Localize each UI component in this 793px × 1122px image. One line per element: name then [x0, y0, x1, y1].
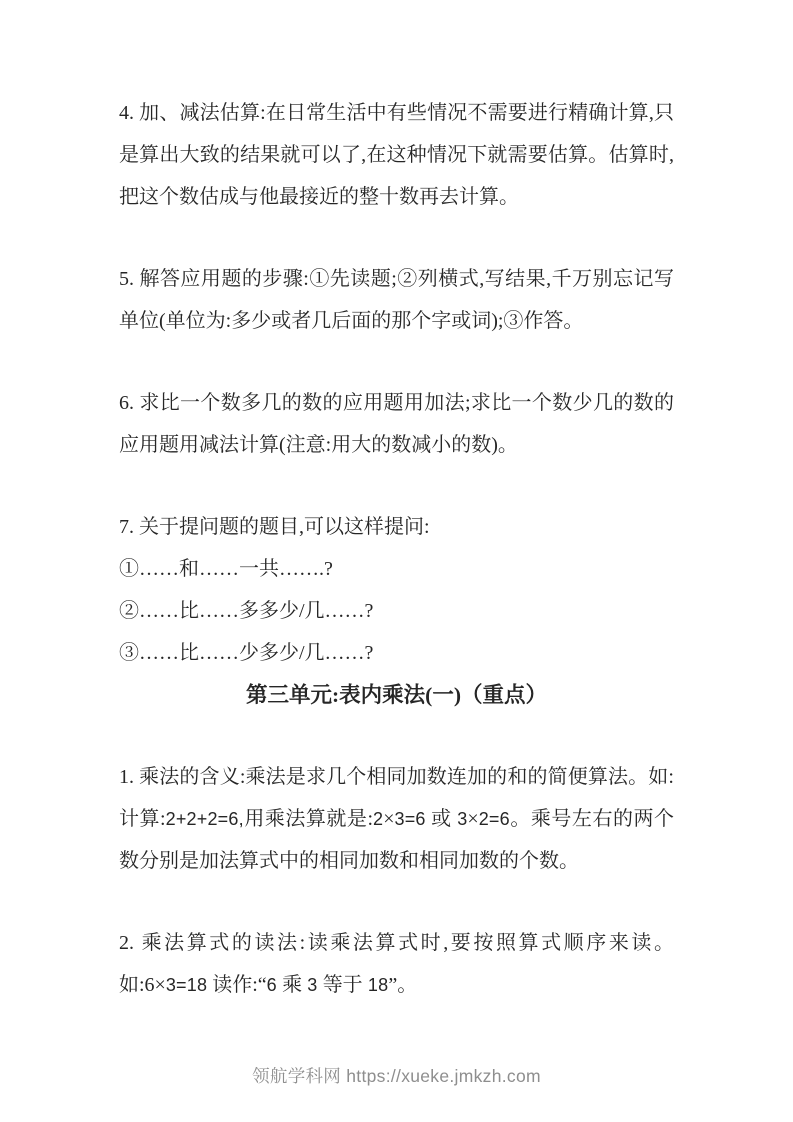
paragraph	[119, 382, 674, 466]
body-text: 或	[425, 808, 458, 830]
body-text: 7. 关于提问题的题目,可以这样提问:	[119, 516, 430, 538]
formula-text: 3	[457, 809, 468, 829]
formula-text: 18	[362, 975, 389, 995]
body-text: 第三单元:表内乘法(一)（重点）	[246, 683, 547, 707]
paragraph	[119, 922, 674, 1006]
formula-text: 6	[266, 975, 283, 995]
list-line	[119, 506, 674, 548]
body-text: 用乘法算就是:	[243, 808, 373, 830]
watermark-footer	[0, 1063, 793, 1089]
formula-text: 3	[302, 975, 323, 995]
body-text: ①……和……一共…….?	[119, 558, 333, 580]
formula-text: 3=18	[165, 975, 208, 995]
list-line	[119, 632, 674, 674]
watermark-text: 领航学科网 https://xueke.jmkzh.com	[252, 1066, 541, 1086]
body-text: 2. 乘法算式的读法:读乘法算式时,要按照算式顺序来读。如:6×	[119, 932, 674, 996]
body-text: ③……比……少多少/几……?	[119, 642, 374, 664]
formula-text: 2=6	[478, 809, 510, 829]
formula-text: 2	[373, 809, 384, 829]
body-text: ×	[383, 808, 395, 830]
paragraph	[119, 258, 674, 342]
formula-text: 2+2+2=6,	[165, 809, 244, 829]
body-text: 等于	[322, 974, 363, 996]
body-text: ”。	[388, 974, 418, 996]
body-text: 1. 乘法的含义:乘法是求几个相同加数连加的和的简便算法。如:计算:	[119, 766, 674, 830]
list-line	[119, 548, 674, 590]
body-text: 读作:“	[207, 974, 267, 996]
body-text: 。乘号左右的两个数分别是加法算式中的相同加数和相同加数的个数。	[119, 808, 675, 872]
paragraph	[119, 756, 674, 882]
body-text: ×	[467, 808, 479, 830]
paragraph	[119, 92, 674, 218]
paragraph	[119, 506, 674, 674]
formula-text: 3=6	[394, 809, 426, 829]
document-body	[119, 92, 674, 1046]
body-text: 5. 解答应用题的步骤:①先读题;②列横式,写结果,千万别忘记写单位(单位为:多少或者几后面的那个字或词);③作答。	[119, 268, 674, 332]
body-text: 乘	[282, 974, 303, 996]
body-text: 6. 求比一个数多几的数的应用题用加法;求比一个数少几的数的应用题用减法计算(注意:用大的数减小的数)。	[119, 392, 674, 456]
body-text: 4. 加、减法估算:在日常生活中有些情况不需要进行精确计算,只是算出大致的结果就可以了,在这种情况下就需要估算。估算时,把这个数估成与他最接近的整十数再去计算。	[119, 102, 674, 208]
list-line	[119, 590, 674, 632]
body-text: ②……比……多多少/几……?	[119, 600, 374, 622]
section-heading	[119, 674, 674, 716]
